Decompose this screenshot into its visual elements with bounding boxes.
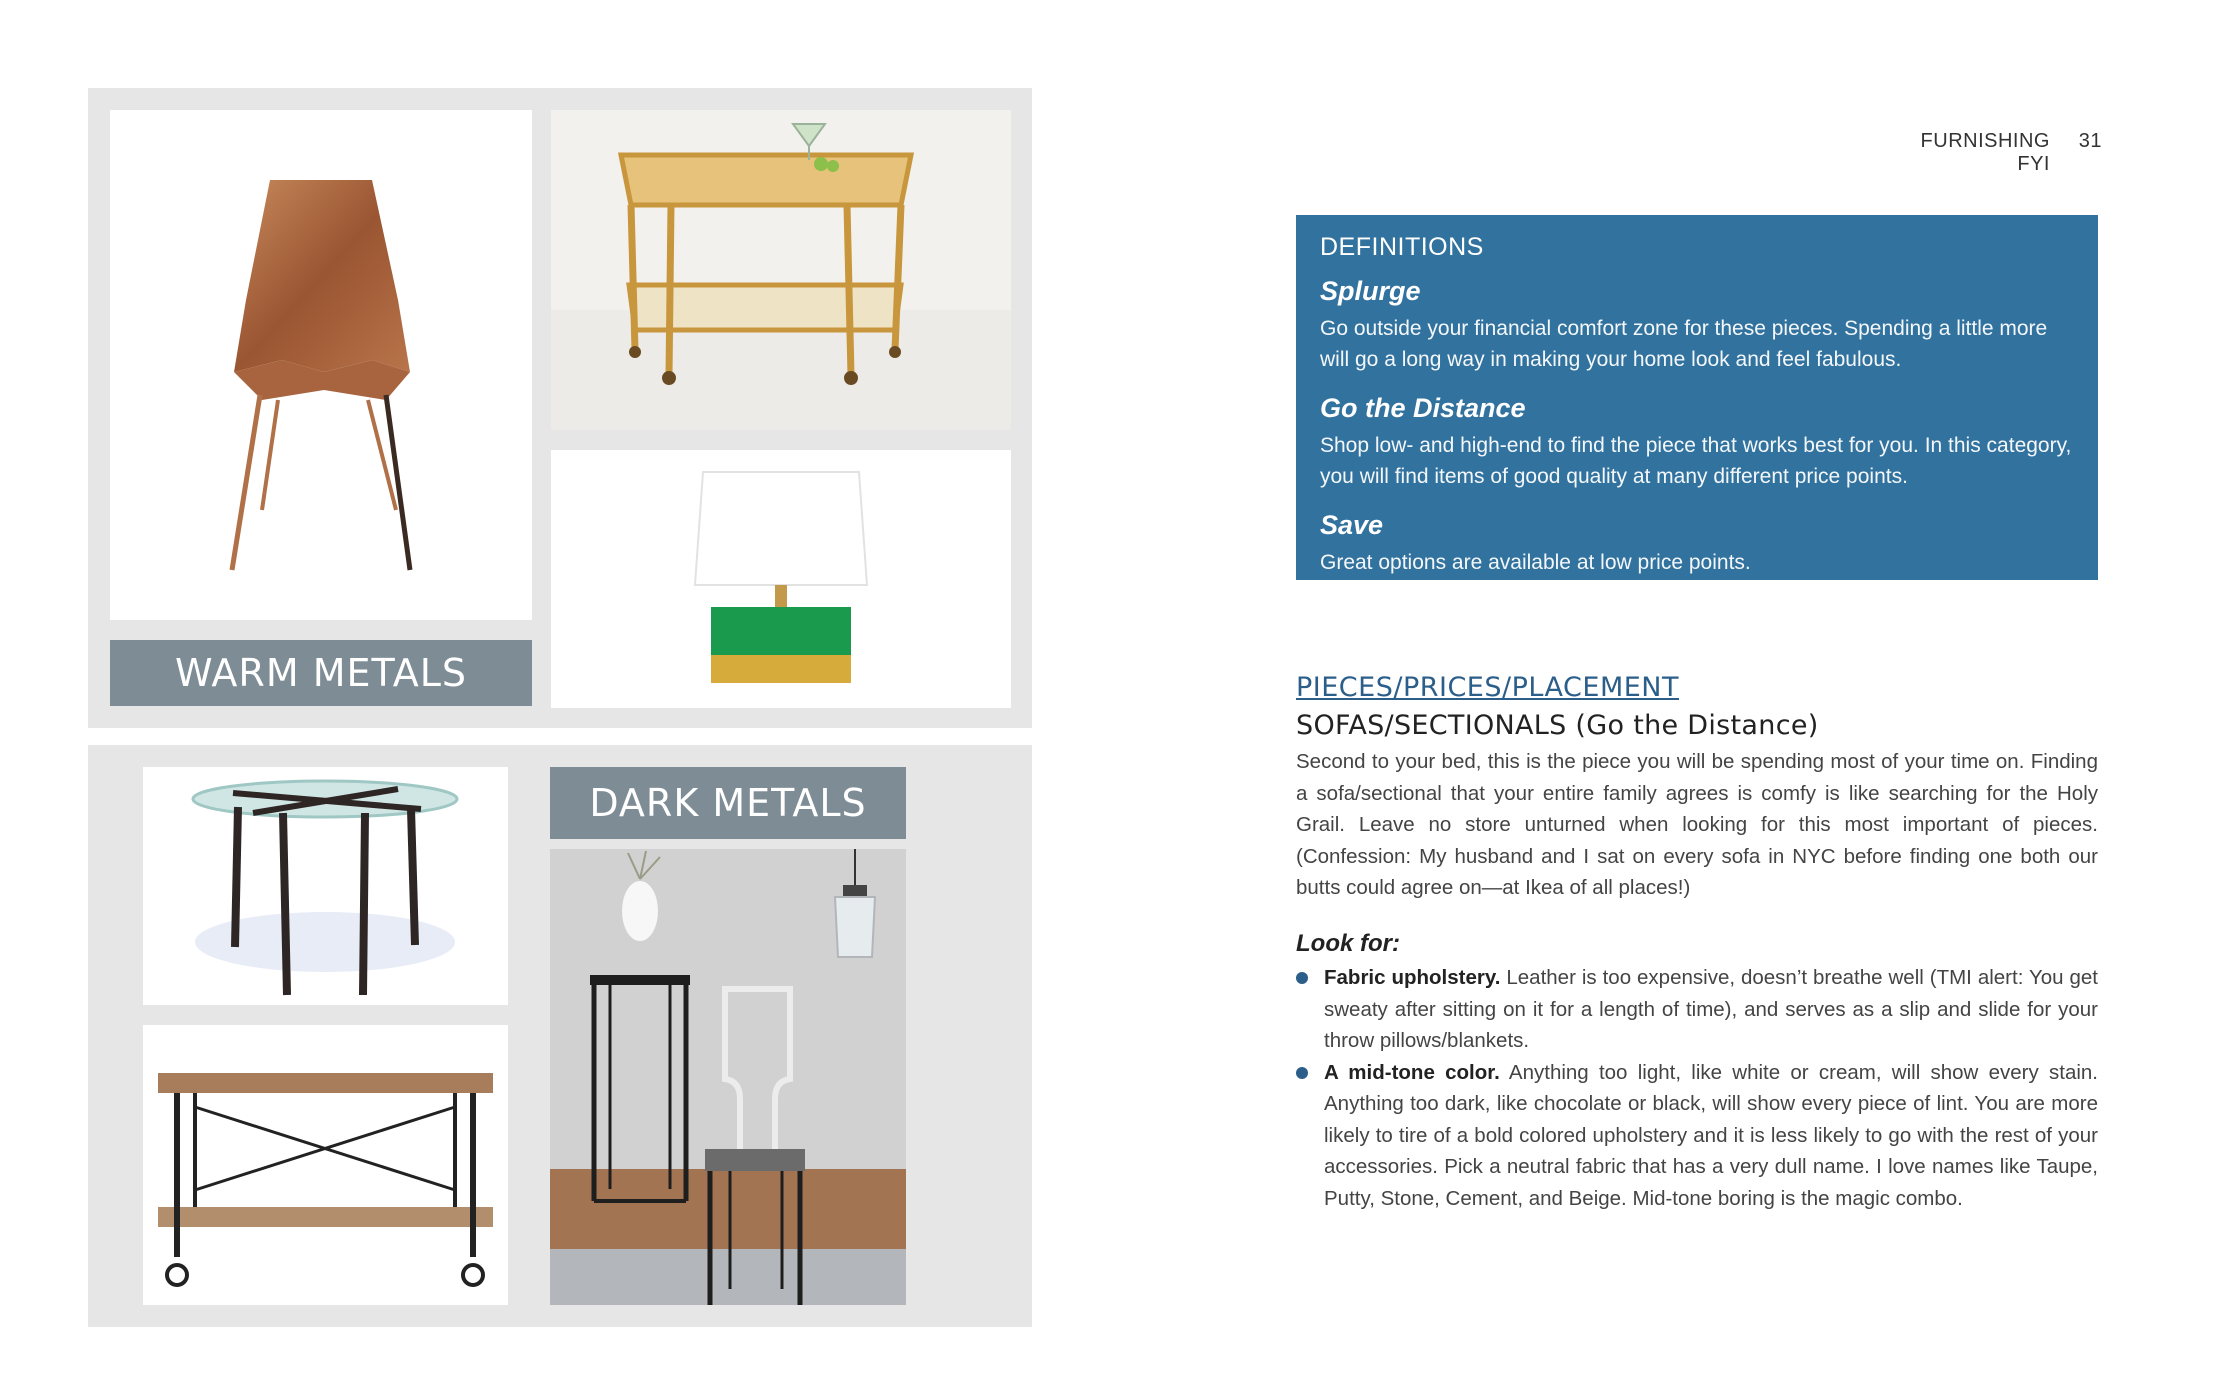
intro-paragraph: Second to your bed, this is the piece you will be spending most of your time on. Finding a sofa/sectional that your entire family agrees is comfy is like searching for the Holy Grail. Leave no store unturned when looking for this most important of pieces. (Confession: My husband and I sat on every sofa in NYC before finding one both our butts could agree on—at Ikea of all places!): [1296, 750, 2098, 899]
bullet-body: Leather is too expensive, doesn’t breathe well (TMI alert: You get sweaty after sitting on it for a length of time), and serves as a slip and slide for your throw pillows/blankets.: [1324, 966, 2098, 1052]
bullet-body: Anything too light, like white or cream, will show every stain. Anything too dark, like chocolate or black, will show every piece of lint. You are more likely to tire of a bold colored upholstery and it is less likely to go with the rest of your accessories. Pick a neutral fabric that has a very dull name. I love names like Taupe, Putty, Stone, Cement, and Beige. Mid-tone boring is the magic combo.: [1324, 1060, 2099, 1210]
bullet-text: [1324, 962, 2098, 1057]
list-item: [1296, 962, 2098, 1057]
pedestal-room-image: [550, 849, 906, 1305]
running-head: FURNISHING FYI: [1920, 130, 2050, 175]
console-table-image: [143, 1025, 508, 1305]
bullet-lead: A mid-tone color.: [1324, 1060, 1500, 1084]
page-number: 31: [2078, 130, 2102, 152]
bullet-list: [1296, 962, 2098, 1214]
definition-text-go-the-distance: Shop low- and high-end to find the piece that works best for you. In this category, you will find items of good quality at many different price points.: [1320, 434, 2072, 488]
look-for-label: Look for:: [1296, 930, 1400, 957]
definition-term-save: Save: [1320, 510, 1384, 540]
bullet-dot-icon: [1296, 972, 1308, 984]
definition-text-save: Great options are available at low price points.: [1320, 551, 1751, 574]
gold-bar-cart-image: [551, 110, 1011, 430]
dark-metals-label: DARK METALS: [550, 767, 906, 839]
section-heading-link[interactable]: PIECES/PRICES/PLACEMENT: [1296, 672, 1680, 703]
definitions-title: DEFINITIONS: [1320, 233, 1484, 261]
green-lamp-image: [551, 450, 1011, 708]
bullet-text: [1324, 1057, 2098, 1215]
bullet-lead: Fabric upholstery.: [1324, 966, 1501, 989]
list-item: [1296, 1057, 2098, 1215]
copper-chair-image: [110, 110, 532, 620]
bullet-dot-icon: [1296, 1067, 1308, 1079]
definition-text-splurge: Go outside your financial comfort zone for these pieces. Spending a little more will go a long way in making your home look and feel fabulous.: [1320, 317, 2048, 371]
glass-table-image: [143, 767, 508, 1005]
section-subheading: SOFAS/SECTIONALS (Go the Distance): [1296, 710, 1819, 741]
definition-term-go-the-distance: Go the Distance: [1320, 393, 1526, 423]
definitions-box: [1296, 215, 2098, 580]
definition-term-splurge: Splurge: [1320, 276, 1421, 306]
warm-metals-label: WARM METALS: [110, 640, 532, 706]
